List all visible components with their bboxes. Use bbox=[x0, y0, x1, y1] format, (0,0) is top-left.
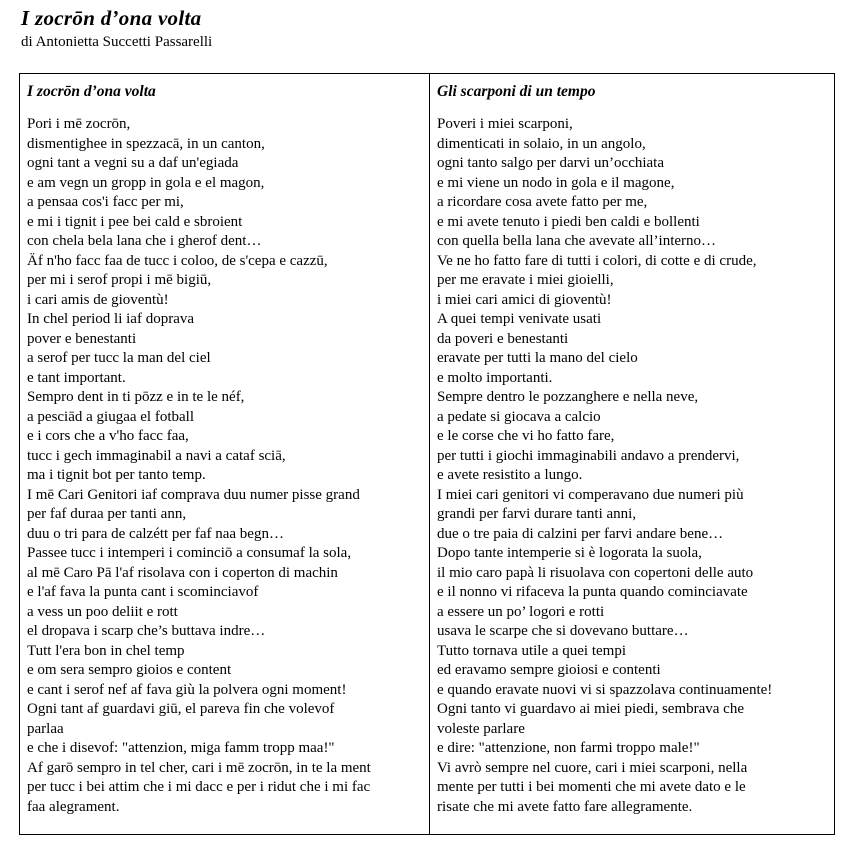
poem-column-italian-header: Gli scarponi di un tempo bbox=[437, 83, 596, 100]
poem-line: e che i disevof: "attenzion, miga famm tropp maa!" bbox=[27, 740, 335, 756]
poem-line: e mi avete tenuto i piedi ben caldi e bollenti bbox=[437, 213, 700, 230]
poem-line: con quella bella lana che avevate all’interno… bbox=[437, 233, 717, 249]
poem-line: I miei cari genitori vi comperavano due numeri più bbox=[437, 486, 744, 503]
poem-line: Sempre dentro le pozzanghere e nella neve, bbox=[437, 389, 699, 405]
poem-line: Poveri i miei scarponi, bbox=[437, 116, 573, 132]
poem-column-italian bbox=[429, 74, 834, 834]
poem-line: parlaa bbox=[27, 720, 64, 737]
poem-line: Ve ne ho fatto fare di tutti i colori, di cotte e di crude, bbox=[437, 252, 757, 269]
poem-line: usava le scarpe che si dovevano buttare… bbox=[437, 623, 689, 639]
poem-line: el dropava i scarp che’s buttava indre… bbox=[27, 623, 266, 639]
poem-line: e am vegn un gropp in gola e el magon, bbox=[27, 174, 265, 191]
poem-line: Tutto tornava utile a quei tempi bbox=[437, 642, 627, 659]
poem-line: tucc i gech immaginabil a navi a cataf sciā, bbox=[27, 447, 286, 464]
poem-line: con chela bela lana che i gherof dent… bbox=[27, 233, 262, 249]
document-title: I zocrōn d’ona volta bbox=[21, 6, 202, 30]
poem-line: grandi per farvi durare tanti anni, bbox=[437, 506, 637, 522]
poem-line: e quando eravate nuovi vi si spazzolava continuamente! bbox=[437, 681, 773, 698]
poem-line: In chel period li iaf doprava bbox=[27, 311, 195, 327]
poem-line: Dopo tante intemperie si è logorata la suola, bbox=[437, 545, 702, 561]
poem-line: duu o tri para de calzétt per faf naa begn… bbox=[27, 525, 284, 542]
poem-line: a pensaa cos'i facc per mi, bbox=[27, 194, 184, 210]
poem-line: e dire: "attenzione, non farmi troppo male!" bbox=[437, 740, 700, 756]
poem-line: ma i tignit bot per tanto temp. bbox=[27, 467, 206, 483]
poem-line: il mio caro papà li risuolava con copertoni delle auto bbox=[437, 564, 754, 581]
poem-line: Äf n'ho facc faa de tucc i coloo, de s'cepa e cazzū, bbox=[27, 252, 328, 269]
poem-line: due o tre paia di calzini per farvi andare bene… bbox=[437, 525, 724, 542]
poem-line: ogni tant a vegni su a daf un'egiada bbox=[27, 155, 239, 171]
poem-line: per faf duraa per tanti ann, bbox=[27, 506, 187, 522]
poem-line: mente per tutti i bei momenti che mi avete dato e le bbox=[437, 779, 746, 795]
poem-line: per tutti i giochi immaginabili andavo a prendervi, bbox=[437, 447, 740, 464]
poem-line: Af garō sempro in tel cher, cari i mē zocrōn, in te la ment bbox=[27, 759, 371, 776]
poem-line: faa alegrament. bbox=[27, 798, 120, 815]
document-byline: di Antonietta Succetti Passarelli bbox=[21, 34, 213, 50]
poem-line: e l'af fava la punta cant i scominciavof bbox=[27, 584, 259, 600]
poem-line: Passee tucc i intemperi i cominciō a consumaf la sola, bbox=[27, 545, 352, 561]
poem-line: e i cors che a v'ho facc faa, bbox=[27, 428, 189, 444]
poem-line: Ogni tant af guardavi giū, el pareva fin che volevof bbox=[27, 701, 335, 717]
poem-line: a pesciād a giugaa el fotball bbox=[27, 408, 195, 425]
poem-line: risate che mi avete fatto fare allegramente. bbox=[437, 798, 693, 815]
poem-line: e tant important. bbox=[27, 369, 126, 386]
poem-line: Tutt l'era bon in chel temp bbox=[27, 642, 185, 659]
poem-line: e mi viene un nodo in gola e il magone, bbox=[437, 174, 675, 191]
poem-line: a vess un poo deliit e rott bbox=[27, 603, 178, 620]
poem-column-dialect bbox=[20, 74, 429, 834]
poem-line: dimenticati in solaio, in un angolo, bbox=[437, 135, 646, 152]
document-header bbox=[21, 6, 851, 51]
poem-line: per mi i serof propi i mē bigiū, bbox=[27, 272, 212, 288]
poem-column-dialect-body bbox=[27, 115, 423, 817]
poem-line: I mē Cari Genitori iaf comprava duu numer pisse grand bbox=[27, 486, 360, 503]
poem-line: Sempro dent in ti pōzz e in te le néf, bbox=[27, 389, 245, 405]
poem-line: da poveri e benestanti bbox=[437, 330, 569, 347]
poem-line: e cant i serof nef af fava giù la polvera ogni moment! bbox=[27, 681, 347, 698]
poem-line: e il nonno vi rifaceva la punta quando cominciavate bbox=[437, 584, 748, 600]
poem-line: per me eravate i miei gioielli, bbox=[437, 272, 614, 288]
poem-line: e mi i tignit i pee bei cald e sbroient bbox=[27, 213, 243, 230]
poem-line: Ogni tanto vi guardavo ai miei piedi, sembrava che bbox=[437, 701, 744, 717]
poem-column-italian-body bbox=[437, 115, 828, 817]
poem-line: Vi avrò sempre nel cuore, cari i miei scarponi, nella bbox=[437, 759, 748, 776]
poem-line: al mē Caro Pā l'af risolava con i coperton di machin bbox=[27, 564, 338, 581]
poem-line: ed eravamo sempre gioiosi e contenti bbox=[437, 662, 661, 678]
poem-table bbox=[19, 73, 835, 835]
poem-line: Pori i mē zocrōn, bbox=[27, 116, 131, 132]
poem-line: pover e benestanti bbox=[27, 330, 137, 347]
poem-line: voleste parlare bbox=[437, 720, 525, 737]
poem-column-dialect-header: I zocrōn d’ona volta bbox=[27, 83, 156, 100]
poem-line: dismentighee in spezzacā, in un canton, bbox=[27, 135, 265, 152]
poem-line: ogni tanto salgo per darvi un’occhiata bbox=[437, 155, 665, 171]
poem-line: a essere un po’ logori e rotti bbox=[437, 603, 605, 620]
poem-line: i cari amis de gioventù! bbox=[27, 291, 169, 308]
poem-line: a ricordare cosa avete fatto per me, bbox=[437, 194, 648, 210]
poem-line: i miei cari amici di gioventù! bbox=[437, 291, 612, 308]
poem-line: a pedate si giocava a calcio bbox=[437, 408, 601, 425]
poem-line: e le corse che vi ho fatto fare, bbox=[437, 428, 615, 444]
poem-line: e avete resistito a lungo. bbox=[437, 467, 583, 483]
poem-line: e molto importanti. bbox=[437, 369, 553, 386]
poem-line: a serof per tucc la man del ciel bbox=[27, 350, 211, 366]
poem-line: e om sera sempro gioios e content bbox=[27, 662, 232, 678]
poem-line: eravate per tutti la mano del cielo bbox=[437, 350, 638, 366]
poem-line: A quei tempi venivate usati bbox=[437, 311, 602, 327]
poem-line: per tucc i bei attim che i mi dacc e per i ridut che i mi fac bbox=[27, 779, 371, 795]
